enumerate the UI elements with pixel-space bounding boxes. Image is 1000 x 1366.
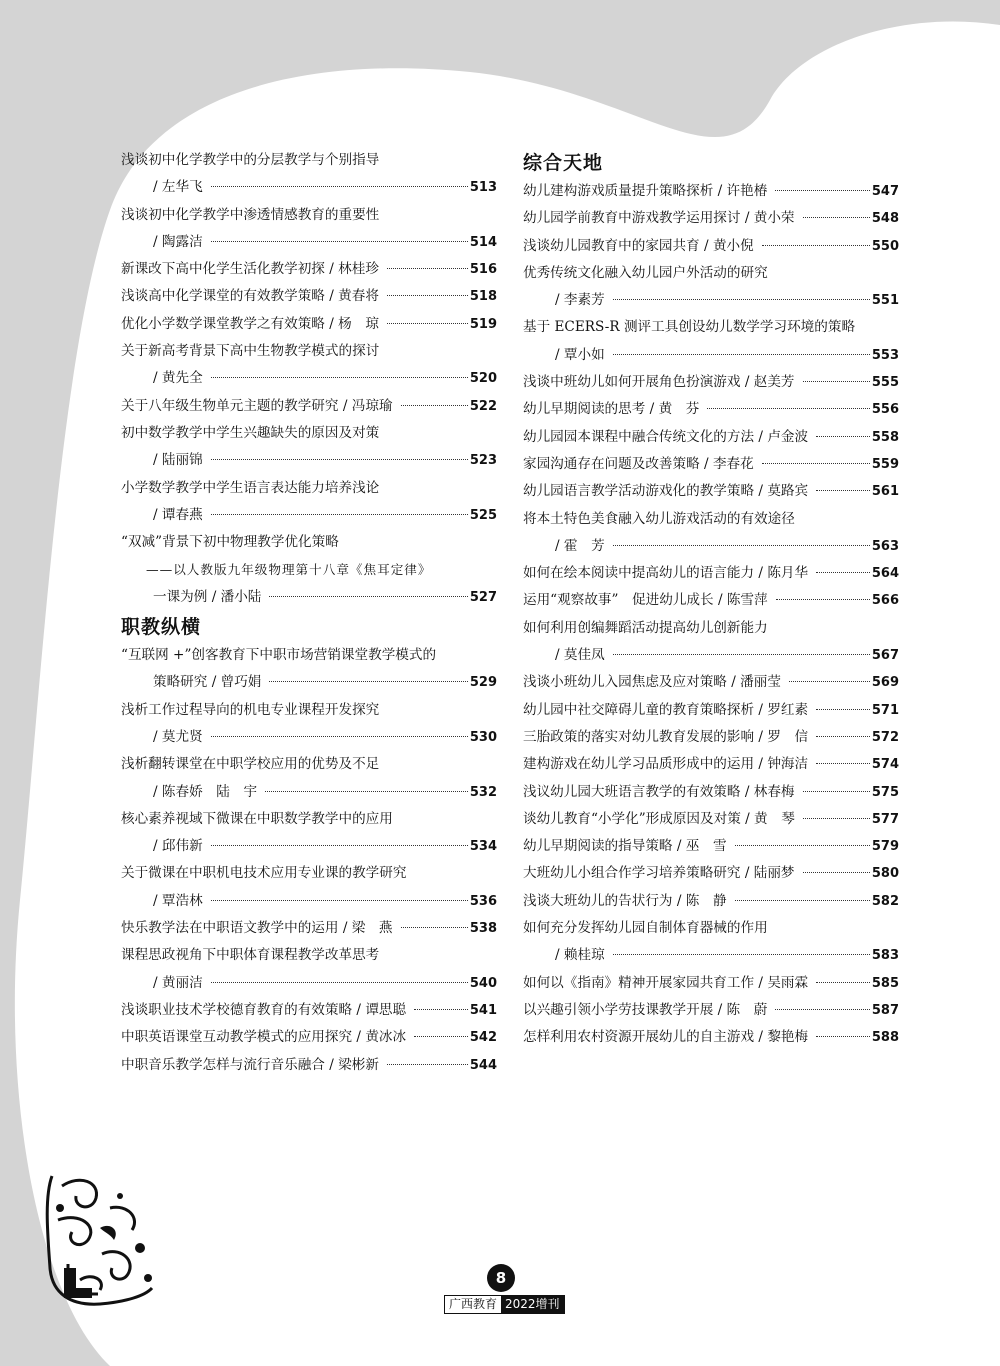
toc-entry-text: 如何以《指南》精神开展家园共育工作 / 吴雨霖 [523,974,809,991]
toc-page-number: 574 [871,757,899,773]
toc-page-number: 575 [871,784,899,800]
toc-page-number: 538 [469,921,497,937]
toc-entry-text: 幼儿早期阅读的指导策略 / 巫 雪 [523,838,727,855]
toc-entry-text: 浅谈职业技术学校德育教育的有效策略 / 谭思聪 [121,1001,407,1018]
toc-entry-text: 中职英语课堂互动教学模式的应用探究 / 黄冰冰 [121,1029,407,1046]
toc-entry [121,393,497,420]
toc-page-number: 582 [871,893,899,909]
toc-entry [121,915,497,942]
toc-entry-text: / 邱伟新 [153,838,203,855]
toc-title-line: 浅析工作过程导向的机电专业课程开发探究 [121,701,380,718]
toc-entry [121,311,497,338]
toc-title-line: 浅谈初中化学教学中的分层教学与个别指导 [121,152,380,168]
toc-subtitle-line: ——以人教版九年级物理第十八章《焦耳定律》 [146,562,432,578]
toc-entry-text: 浅谈中班幼儿如何开展角色扮演游戏 / 赵美芳 [523,374,795,391]
toc-title-line: “双减”背景下初中物理教学优化策略 [121,534,339,551]
section-heading: 职教纵横 [121,616,202,639]
toc-entry [121,724,497,751]
toc-entry [523,779,899,806]
toc-page-number: 540 [469,975,497,991]
toc-entry-text: / 莫尤贤 [153,728,203,745]
toc-entry [523,178,899,205]
dot-leader [803,818,870,819]
toc-entry [121,174,497,201]
toc-entry [523,560,899,587]
toc-page-number: 563 [871,538,899,554]
toc-entry [121,283,497,310]
dot-leader [211,186,468,187]
dot-leader [803,381,870,382]
toc-entry [523,997,899,1024]
toc-page-number: 520 [469,371,497,387]
dot-leader [816,1036,870,1037]
toc-page-number: 569 [871,675,899,691]
dot-leader [613,654,870,655]
section-heading: 综合天地 [523,152,604,174]
toc-entry-text: 中职音乐教学怎样与流行音乐融合 / 梁彬新 [121,1056,379,1073]
toc-entry-text: 幼儿建构游戏质量提升策略探析 / 许艳椿 [523,183,768,199]
journal-footer [444,1295,565,1314]
toc-entry-text: / 陈春娇 陆 宇 [153,783,258,800]
dot-leader [387,295,468,296]
toc-entry [523,751,899,778]
toc-title-line: 小学数学教学中学生语言表达能力培养浅论 [121,479,380,496]
dot-leader [387,268,468,269]
toc-title-line: 浅谈初中化学教学中渗透情感教育的重要性 [121,206,380,223]
toc-page-number: 585 [871,975,899,991]
toc-entry [523,833,899,860]
journal-name: 广西教育 [449,1297,498,1311]
toc-page-number: 530 [469,729,497,745]
toc-entry-text: 浅谈高中化学课堂的有效教学策略 / 黄春将 [121,288,379,305]
toc-entry [523,478,899,505]
toc-entry [121,229,497,256]
toc-entry-text: 如何在绘本阅读中提高幼儿的语言能力 / 陈月华 [523,565,809,582]
dot-leader [789,681,870,682]
toc-entry-text: 大班幼儿小组合作学习培养策略研究 / 陆丽梦 [523,865,795,882]
toc-entry [523,533,899,560]
toc-entry-text: 一课为例 / 潘小陆 [153,588,262,605]
toc-entry [523,860,899,887]
dot-leader [803,217,870,218]
toc-entry-text: 策略研究 / 曾巧娟 [153,674,262,691]
toc-entry [523,587,899,614]
toc-page-number: 532 [469,784,497,800]
toc-left-column [121,147,497,1079]
toc-page-number: 577 [871,811,899,827]
toc-entry [523,396,899,423]
toc-page-number: 580 [871,866,899,882]
toc-page-number: 571 [871,702,899,718]
toc-entry [121,997,497,1024]
toc-entry-text: 谈幼儿教育“小学化”形成原因及对策 / 黄 琴 [523,810,795,827]
dot-leader [816,763,870,764]
dot-leader [816,572,870,573]
toc-title-line: 基于 ECERS-R 测评工具创设幼儿数学学习环境的策略 [523,319,856,336]
toc-entry-text: / 陶露洁 [153,233,203,250]
dot-leader [211,900,468,901]
toc-entry [523,806,899,833]
dot-leader [269,596,467,597]
dot-leader [211,736,468,737]
toc-entry [523,669,899,696]
dot-leader [816,736,870,737]
toc-title-line: 优秀传统文化融入幼儿园户外活动的研究 [523,264,768,281]
toc-entry-text: / 覃浩林 [153,892,203,909]
toc-page-number: 541 [469,1002,497,1018]
toc-page-number: 514 [469,234,497,250]
toc-entry [523,942,899,969]
toc-right-column [523,147,899,1052]
dot-leader [414,1009,468,1010]
toc-entry [121,256,497,283]
toc-page-number: 561 [871,484,899,500]
toc-page-number: 548 [871,211,899,227]
toc-title-line: 初中数学教学中学生兴趣缺失的原因及对策 [121,424,380,441]
toc-entry [523,697,899,724]
toc-title-line: 关于微课在中职机电技术应用专业课的教学研究 [121,865,407,882]
toc-entry [121,779,497,806]
decorative-corner-ornament [40,1168,160,1313]
toc-entry [121,1024,497,1051]
toc-page-number: 529 [469,675,497,691]
dot-leader [735,845,870,846]
toc-entry [121,1052,497,1079]
toc-page-number: 583 [871,948,899,964]
toc-entry-text: 幼儿园学前教育中游戏教学运用探讨 / 黄小荣 [523,210,795,227]
dot-leader [816,709,870,710]
toc-title-line: 课程思政视角下中职体育课程教学改革思考 [121,947,380,964]
journal-issue: 2022增刊 [501,1296,564,1313]
toc-title-line: 如何利用创编舞蹈活动提高幼儿创新能力 [523,619,768,636]
toc-entry-text: 关于八年级生物单元主题的教学研究 / 冯琼瑜 [121,397,393,414]
dot-leader [776,599,870,600]
dot-leader [613,299,870,300]
toc-page-number: 522 [469,398,497,414]
toc-entry [523,233,899,260]
toc-entry [121,584,497,611]
toc-page-number: 523 [469,453,497,469]
toc-page-number: 536 [469,893,497,909]
toc-entry-text: / 赖桂琼 [555,947,605,964]
toc-entry [523,724,899,751]
toc-page-number: 579 [871,839,899,855]
toc-entry [121,888,497,915]
toc-page-number: 555 [871,375,899,391]
toc-page-number: 566 [871,593,899,609]
toc-entry [523,369,899,396]
toc-page-number: 525 [469,507,497,523]
dot-leader [211,241,468,242]
toc-entry [121,365,497,392]
toc-page-number: 534 [469,839,497,855]
toc-title-line: “互联网 +”创客教育下中职市场营销课堂教学模式的 [121,647,437,664]
toc-entry-text: 幼儿早期阅读的思考 / 黄 芬 [523,401,700,418]
dot-leader [816,490,870,491]
dot-leader [707,408,870,409]
dot-leader [613,954,870,955]
dot-leader [735,900,870,901]
toc-page-number: 572 [871,729,899,745]
toc-entry [523,888,899,915]
dot-leader [613,545,870,546]
toc-entry [121,502,497,529]
dot-leader [401,927,468,928]
toc-entry [121,833,497,860]
toc-entry-text: / 左华飞 [153,179,203,196]
toc-entry-text: 新课改下高中化学生活化教学初探 / 林桂珍 [121,261,379,278]
toc-entry-text: / 陆丽锦 [153,452,203,469]
dot-leader [387,1064,468,1065]
toc-entry [523,424,899,451]
dot-leader [211,514,468,515]
toc-entry [121,447,497,474]
toc-page-number: 588 [871,1030,899,1046]
dot-leader [414,1036,468,1037]
dot-leader [775,190,870,191]
toc-entry-text: 快乐教学法在中职语文教学中的运用 / 梁 燕 [121,920,393,937]
toc-entry [121,970,497,997]
dot-leader [211,459,468,460]
toc-entry-text: / 覃小如 [555,346,605,363]
toc-entry-text: / 黄先全 [153,370,203,387]
toc-entry [121,669,497,696]
dot-leader [387,323,468,324]
toc-entry-text: 三胎政策的落实对幼儿教育发展的影响 / 罗 信 [523,728,809,745]
toc-page-number: 567 [871,648,899,664]
toc-page-number: 513 [469,180,497,196]
toc-entry-text: / 谭春燕 [153,506,203,523]
toc-page-number: 516 [469,262,497,278]
dot-leader [265,791,468,792]
toc-entry [523,287,899,314]
toc-entry [523,342,899,369]
toc-entry-text: / 李素芳 [555,292,605,309]
toc-entry-text: / 黄丽洁 [153,974,203,991]
toc-entry [523,205,899,232]
toc-entry-text: 幼儿园园本课程中融合传统文化的方法 / 卢金波 [523,428,809,445]
toc-page-number: 547 [871,184,899,199]
dot-leader [762,245,870,246]
toc-entry-text: / 莫佳凤 [555,647,605,664]
toc-entry-text: 浅谈小班幼儿入园焦虑及应对策略 / 潘丽莹 [523,674,781,691]
toc-entry-text: 幼儿园语言教学活动游戏化的教学策略 / 莫路宾 [523,483,809,500]
toc-page-number: 558 [871,429,899,445]
toc-page-number: 587 [871,1002,899,1018]
dot-leader [762,463,870,464]
dot-leader [816,982,870,983]
toc-entry-text: 幼儿园中社交障碍儿童的教育策略探析 / 罗红素 [523,701,809,718]
toc-entry-text: 运用“观察故事” 促进幼儿成长 / 陈雪萍 [523,592,768,609]
toc-page-number: 527 [469,589,497,605]
toc-entry-text: 浅谈大班幼儿的告状行为 / 陈 静 [523,892,727,909]
dot-leader [211,377,468,378]
toc-page-number: 559 [871,456,899,472]
toc-entry-text: 浅议幼儿园大班语言教学的有效策略 / 林春梅 [523,783,795,800]
toc-entry-text: 浅谈幼儿园教育中的家园共育 / 黄小倪 [523,237,754,254]
dot-leader [816,436,870,437]
toc-title-line: 核心素养视域下微课在中职数学教学中的应用 [121,810,393,827]
toc-entry-text: / 霍 芳 [555,537,605,554]
toc-entry [523,1024,899,1051]
toc-entry [523,642,899,669]
toc-entry [523,451,899,478]
toc-title-line: 如何充分发挥幼儿园自制体育器械的作用 [523,920,768,937]
dot-leader [211,845,468,846]
toc-title-line: 浅析翻转课堂在中职学校应用的优势及不足 [121,756,380,773]
toc-page-number: 518 [469,289,497,305]
toc-page-number: 544 [469,1057,497,1073]
dot-leader [803,791,870,792]
toc-page-number: 556 [871,402,899,418]
toc-page-number: 551 [871,293,899,309]
toc-entry-text: 怎样利用农村资源开展幼儿的自主游戏 / 黎艳梅 [523,1029,809,1046]
toc-page-number: 519 [469,316,497,332]
toc-page-number: 550 [871,238,899,254]
toc-entry-text: 家园沟通存在问题及改善策略 / 李春花 [523,455,754,472]
dot-leader [613,354,870,355]
dot-leader [775,1009,870,1010]
toc-page-number: 564 [871,566,899,582]
dot-leader [211,982,468,983]
dot-leader [401,405,468,406]
dot-leader [803,872,870,873]
toc-title-line: 关于新高考背景下高中生物教学模式的探讨 [121,343,380,360]
toc-title-line: 将本土特色美食融入幼儿游戏活动的有效途径 [523,510,795,527]
toc-entry-text: 建构游戏在幼儿学习品质形成中的运用 / 钟海洁 [523,756,809,773]
toc-entry-text: 优化小学数学课堂教学之有效策略 / 杨 琼 [121,315,379,332]
page-number-badge: 8 [487,1264,515,1292]
toc-page-number: 542 [469,1030,497,1046]
toc-entry-text: 以兴趣引领小学劳技课教学开展 / 陈 蔚 [523,1001,768,1018]
toc-entry [523,970,899,997]
toc-page-number: 553 [871,347,899,363]
dot-leader [269,681,467,682]
